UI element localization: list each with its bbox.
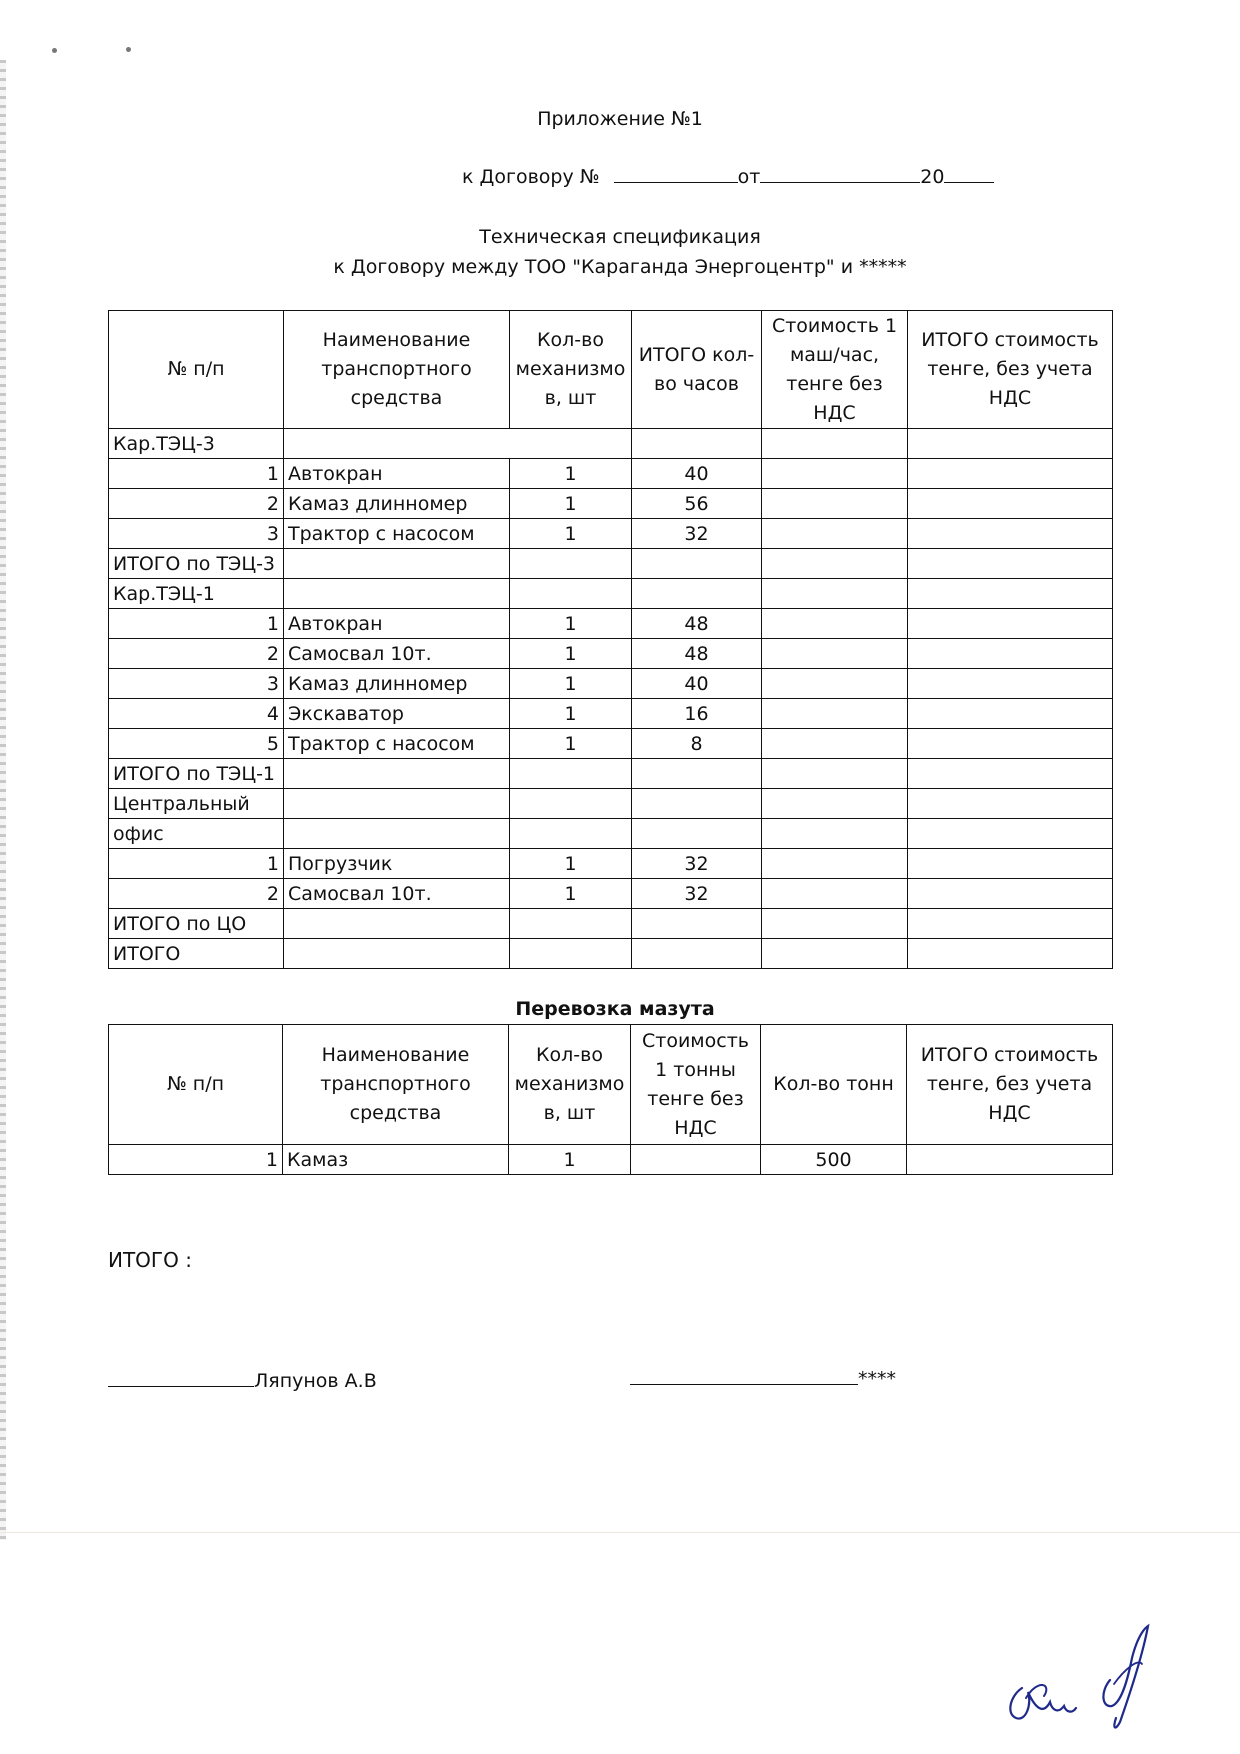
subtotal-row (109, 759, 1113, 789)
vehicle-qty: 1 (510, 729, 632, 759)
signer-right-name: **** (858, 1368, 896, 1390)
section-row (109, 429, 1113, 459)
header-cell: Наименование транспортного средства (283, 1025, 509, 1145)
section-row (109, 579, 1113, 609)
contract-from: от (737, 166, 761, 188)
header-cell: ИТОГО стоимость тенге, без учета НДС (907, 1025, 1113, 1145)
total-hours: 8 (632, 729, 762, 759)
row-number: 4 (109, 699, 284, 729)
table-header-row (109, 311, 1113, 429)
grand-total-row (109, 939, 1113, 969)
header-cell: ИТОГО стоимость тенге, без учета НДС (908, 311, 1113, 429)
vehicle-name: Камаз длинномер (284, 489, 510, 519)
vehicle-qty: 1 (510, 519, 632, 549)
header-cell: № п/п (109, 311, 284, 429)
table-row (109, 609, 1113, 639)
vehicle-name: Камаз длинномер (284, 669, 510, 699)
row-number: 3 (109, 669, 284, 699)
signer-left-name: Ляпунов А.В (254, 1370, 377, 1392)
vehicle-name: Камаз (283, 1145, 509, 1175)
vehicle-qty: 1 (510, 489, 632, 519)
header-cell: Кол-во механизмо в, шт (510, 311, 632, 429)
vehicle-qty: 1 (510, 669, 632, 699)
scan-speck (52, 48, 57, 53)
vehicle-name: Автокран (284, 459, 510, 489)
row-number: 1 (109, 609, 284, 639)
row-number: 2 (109, 489, 284, 519)
total-label: ИТОГО : (108, 1248, 192, 1272)
subtotal-label: ИТОГО по ЦО (109, 909, 284, 939)
table-row (109, 1145, 1113, 1175)
total-hours: 40 (632, 459, 762, 489)
signature-left (108, 1370, 377, 1392)
vehicle-qty: 1 (510, 699, 632, 729)
subtotal-row (109, 549, 1113, 579)
subtotal-label: ИТОГО по ТЭЦ-1 (109, 759, 284, 789)
signature-line (630, 1384, 858, 1385)
fuel-oil-table (108, 1024, 1113, 1175)
fold-line (0, 1532, 1240, 1533)
subtotal-row (109, 909, 1113, 939)
row-number: 1 (109, 1145, 283, 1175)
total-hours: 32 (632, 519, 762, 549)
total-hours: 32 (632, 849, 762, 879)
total-hours: 56 (632, 489, 762, 519)
contract-reference (462, 164, 994, 188)
header-cell: Кол-во тонн (761, 1025, 907, 1145)
row-number: 1 (109, 849, 284, 879)
vehicle-name: Экскаватор (284, 699, 510, 729)
section-title: Кар.ТЭЦ-1 (109, 579, 284, 609)
handwritten-initials (992, 1618, 1172, 1738)
header-cell: Кол-во механизмо в, шт (509, 1025, 631, 1145)
header-cell: Наименование транспортного средства (284, 311, 510, 429)
scan-speck (126, 47, 131, 52)
vehicle-name: Самосвал 10т. (284, 639, 510, 669)
table-row (109, 459, 1113, 489)
table-row (109, 669, 1113, 699)
total-cost (907, 1145, 1113, 1175)
section-title-line2: офис (109, 819, 284, 849)
row-number: 3 (109, 519, 284, 549)
subtotal-label: ИТОГО по ТЭЦ-3 (109, 549, 284, 579)
section-title: Кар.ТЭЦ-3 (109, 429, 284, 459)
total-hours: 48 (632, 639, 762, 669)
vehicle-name: Автокран (284, 609, 510, 639)
vehicle-name: Трактор с насосом (284, 729, 510, 759)
grand-total-label: ИТОГО (109, 939, 284, 969)
vehicle-name: Трактор с насосом (284, 519, 510, 549)
services-table (108, 310, 1113, 969)
vehicle-name: Самосвал 10т. (284, 879, 510, 909)
contract-prefix: к Договору № (462, 166, 600, 188)
table-row (109, 699, 1113, 729)
header-cell: ИТОГО кол-во часов (632, 311, 762, 429)
vehicle-qty: 1 (509, 1145, 631, 1175)
table-row (109, 879, 1113, 909)
contract-date-blank (760, 164, 920, 183)
row-number: 1 (109, 459, 284, 489)
section-row (109, 789, 1113, 819)
total-hours: 16 (632, 699, 762, 729)
spec-subtitle: к Договору между ТОО "Караганда Энергоцентр" и ***** (333, 256, 907, 278)
vehicle-qty: 1 (510, 849, 632, 879)
total-hours: 48 (632, 609, 762, 639)
table-row (109, 519, 1113, 549)
vehicle-qty: 1 (510, 879, 632, 909)
table-row (109, 489, 1113, 519)
tons-qty: 500 (761, 1145, 907, 1175)
signature-line (108, 1386, 254, 1387)
header-cell: № п/п (109, 1025, 283, 1145)
total-hours: 32 (632, 879, 762, 909)
signature-right (630, 1368, 896, 1390)
scan-edge-artifact (0, 60, 6, 1540)
table-header-row (109, 1025, 1113, 1145)
spec-title: Техническая спецификация (479, 226, 761, 248)
row-number: 2 (109, 879, 284, 909)
table-row (109, 849, 1113, 879)
price-per-ton (631, 1145, 761, 1175)
table-row (109, 639, 1113, 669)
contract-year: 20 (920, 166, 945, 188)
total-hours: 40 (632, 669, 762, 699)
header-cell: Стоимость 1 маш/час, тенге без НДС (762, 311, 908, 429)
vehicle-qty: 1 (510, 639, 632, 669)
header-cell: Стоимость 1 тонны тенге без НДС (631, 1025, 761, 1145)
contract-year-blank (944, 164, 994, 183)
appendix-title: Приложение №1 (537, 108, 703, 130)
vehicle-name: Погрузчик (284, 849, 510, 879)
section-row (109, 819, 1113, 849)
row-number: 2 (109, 639, 284, 669)
fuel-oil-caption: Перевозка мазута (515, 998, 715, 1020)
contract-number-blank (614, 164, 738, 183)
row-number: 5 (109, 729, 284, 759)
vehicle-qty: 1 (510, 609, 632, 639)
table-row (109, 729, 1113, 759)
vehicle-qty: 1 (510, 459, 632, 489)
section-title-line1: Центральный (109, 789, 284, 819)
